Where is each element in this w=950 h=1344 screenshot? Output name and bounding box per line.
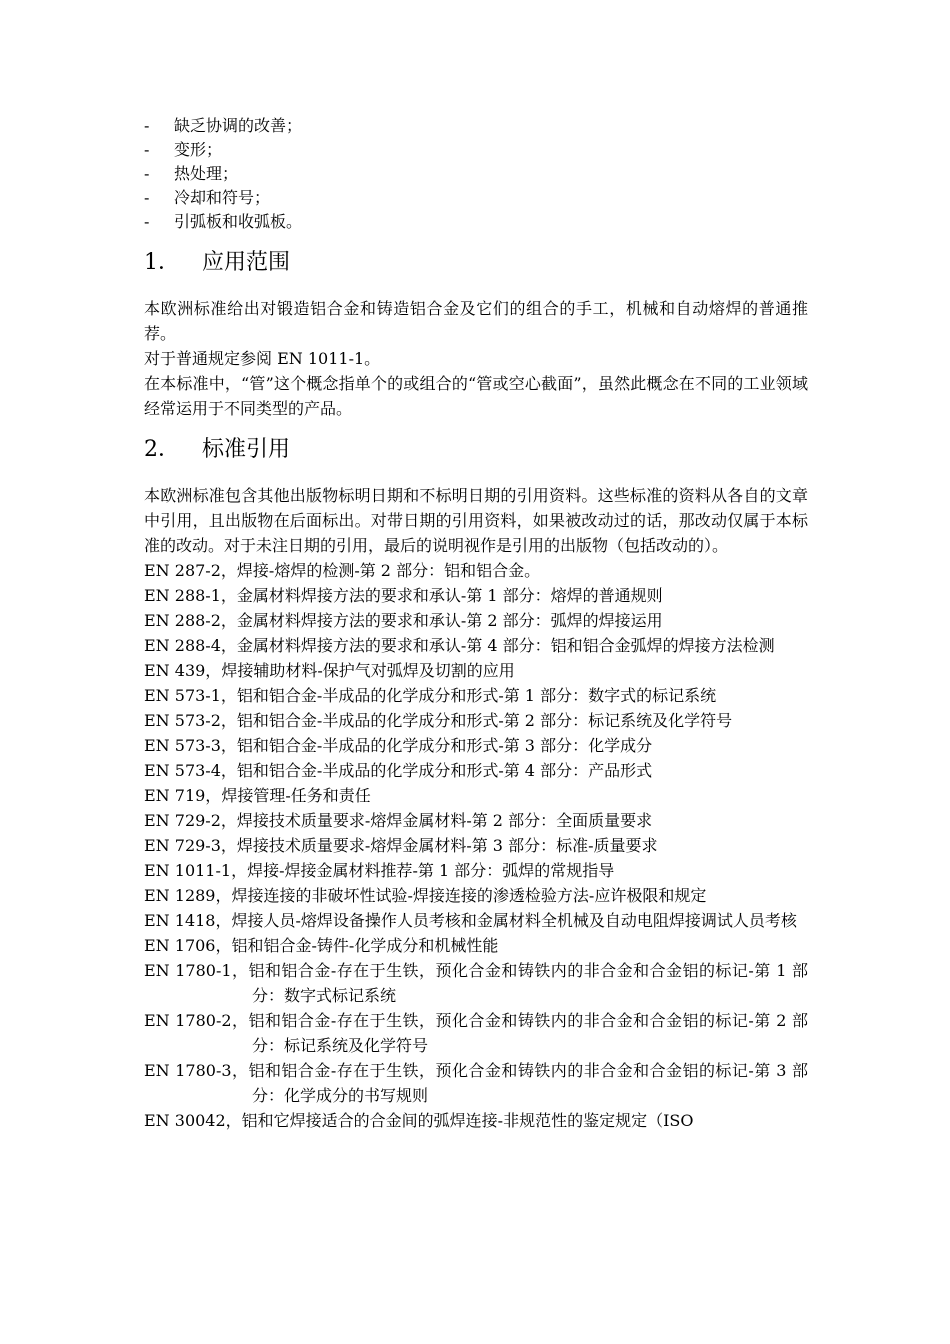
reference-item <box>144 733 808 758</box>
reference-item <box>144 583 808 608</box>
section-2-number: 2． <box>144 436 180 462</box>
reference-title: 铝和铝合金-存在于生铁，预化合金和铸铁内的非合金和合金铝的标记-第 1 部分：数字式标记系统 <box>248 961 808 1005</box>
reference-code: EN 1780-2， <box>144 1011 249 1030</box>
reference-item <box>144 633 808 658</box>
reference-title: 铝和铝合金-存在于生铁，预化合金和铸铁内的非合金和合金铝的标记-第 2 部分：标记系统及化学符号 <box>248 1011 808 1055</box>
reference-code: EN 1289， <box>144 886 232 905</box>
reference-code: EN 573-4， <box>144 761 237 780</box>
reference-item <box>144 683 808 708</box>
reference-code: EN 288-1， <box>144 586 237 605</box>
section-1-heading <box>144 236 808 284</box>
reference-title: 铝和铝合金-半成品的化学成分和形式-第 4 部分：产品形式 <box>236 761 653 780</box>
reference-code: EN 288-2， <box>144 611 237 630</box>
reference-title: 铝和它焊接适合的合金间的弧焊连接-非规范性的鉴定规定（ISO <box>241 1111 694 1130</box>
reference-item <box>144 1108 808 1133</box>
reference-title: 金属材料焊接方法的要求和承认-第 4 部分：铝和铝合金弧焊的焊接方法检测 <box>236 636 775 655</box>
reference-item <box>144 808 808 833</box>
bullet-text: 变形； <box>174 140 223 159</box>
bullet-item <box>144 138 808 162</box>
reference-title: 焊接人员-熔焊设备操作人员考核和金属材料全机械及自动电阻焊接调试人员考核 <box>231 911 797 930</box>
reference-code: EN 1780-1， <box>144 961 249 980</box>
bullet-item <box>144 186 808 210</box>
reference-code: EN 287-2， <box>144 561 237 580</box>
reference-title: 金属材料焊接方法的要求和承认-第 2 部分：弧焊的焊接运用 <box>236 611 663 630</box>
reference-code: EN 288-4， <box>144 636 237 655</box>
reference-title: 焊接管理-任务和责任 <box>221 786 371 805</box>
section-1-title: 应用范围 <box>202 249 291 275</box>
bullet-dash: - <box>144 116 150 135</box>
reference-item <box>144 883 808 908</box>
reference-code: EN 1418， <box>144 911 232 930</box>
bullet-item <box>144 162 808 186</box>
reference-code: EN 1011-1， <box>144 861 248 880</box>
reference-item <box>144 958 808 1008</box>
reference-title: 焊接连接的非破坏性试验-焊接连接的渗透检验方法-应许极限和规定 <box>231 886 707 905</box>
reference-list <box>144 558 808 1133</box>
reference-code: EN 1706， <box>144 936 232 955</box>
bullet-text: 热处理； <box>174 164 239 183</box>
reference-item <box>144 758 808 783</box>
reference-title: 焊接辅助材料-保护气对弧焊及切割的应用 <box>221 661 515 680</box>
bullet-text: 引弧板和收弧板。 <box>174 212 303 231</box>
bullet-text: 冷却和符号； <box>174 188 271 207</box>
bullet-dash: - <box>144 164 150 183</box>
section-1-paragraph: 在本标准中，“管”这个概念指单个的或组合的“管或空心截面”，虽然此概念在不同的工业领域经常运用于不同类型的产品。 <box>144 374 808 418</box>
document-body <box>144 114 808 1133</box>
bullet-item <box>144 114 808 138</box>
reference-title: 铝和铝合金-半成品的化学成分和形式-第 1 部分：数字式的标记系统 <box>236 686 717 705</box>
reference-item <box>144 1008 808 1058</box>
bullet-list <box>144 114 808 234</box>
reference-item <box>144 658 808 683</box>
reference-title: 铝和铝合金-半成品的化学成分和形式-第 3 部分：化学成分 <box>236 736 653 755</box>
section-2-heading <box>144 423 808 471</box>
reference-item <box>144 833 808 858</box>
reference-title: 焊接技术质量要求-熔焊金属材料-第 3 部分：标准-质量要求 <box>236 836 658 855</box>
section-1-paragraph: 本欧洲标准给出对锻造铝合金和铸造铝合金及它们的组合的手工，机械和自动熔焊的普通推荐。 <box>144 299 808 343</box>
reference-code: EN 719， <box>144 786 222 805</box>
reference-code: EN 439， <box>144 661 222 680</box>
bullet-text: 缺乏协调的改善； <box>174 116 303 135</box>
reference-title: 焊接-熔焊的检测-第 2 部分：铝和铝合金。 <box>236 561 541 580</box>
section-1-paragraph: 对于普通规定参阅 EN 1011-1。 <box>144 349 381 368</box>
reference-code: EN 30042， <box>144 1111 242 1130</box>
reference-code: EN 1780-3， <box>144 1061 249 1080</box>
reference-title: 焊接技术质量要求-熔焊金属材料-第 2 部分：全面质量要求 <box>236 811 653 830</box>
section-2-paragraph: 本欧洲标准包含其他出版物标明日期和不标明日期的引用资料。这些标准的资料从各自的文章中引用，且出版物在后面标出。对带日期的引用资料，如果被改动过的话，那改动仅属于本标准的改动。对于未注日期的引用，最后的说明视作是引用的出版物（包括改动的）。 <box>144 486 808 555</box>
reference-item <box>144 1058 808 1108</box>
reference-title: 铝和铝合金-半成品的化学成分和形式-第 2 部分：标记系统及化学符号 <box>236 711 733 730</box>
reference-code: EN 729-2， <box>144 811 237 830</box>
reference-code: EN 573-1， <box>144 686 237 705</box>
reference-code: EN 729-3， <box>144 836 237 855</box>
reference-title: 铝和铝合金-存在于生铁，预化合金和铸铁内的非合金和合金铝的标记-第 3 部分：化学成分的书写规则 <box>248 1061 808 1105</box>
reference-title: 焊接-焊接金属材料推荐-第 1 部分：弧焊的常规指导 <box>247 861 615 880</box>
bullet-item <box>144 210 808 234</box>
reference-item <box>144 858 808 883</box>
reference-code: EN 573-2， <box>144 711 237 730</box>
reference-item <box>144 708 808 733</box>
bullet-dash: - <box>144 140 150 159</box>
section-1-number: 1． <box>144 249 180 275</box>
reference-item <box>144 908 808 933</box>
bullet-dash: - <box>144 212 150 231</box>
reference-item <box>144 783 808 808</box>
reference-item <box>144 558 808 583</box>
section-2-title: 标准引用 <box>202 436 291 462</box>
reference-title: 金属材料焊接方法的要求和承认-第 1 部分：熔焊的普通规则 <box>236 586 663 605</box>
reference-title: 铝和铝合金-铸件-化学成分和机械性能 <box>231 936 499 955</box>
bullet-dash: - <box>144 188 150 207</box>
reference-code: EN 573-3， <box>144 736 237 755</box>
reference-item <box>144 933 808 958</box>
reference-item <box>144 608 808 633</box>
